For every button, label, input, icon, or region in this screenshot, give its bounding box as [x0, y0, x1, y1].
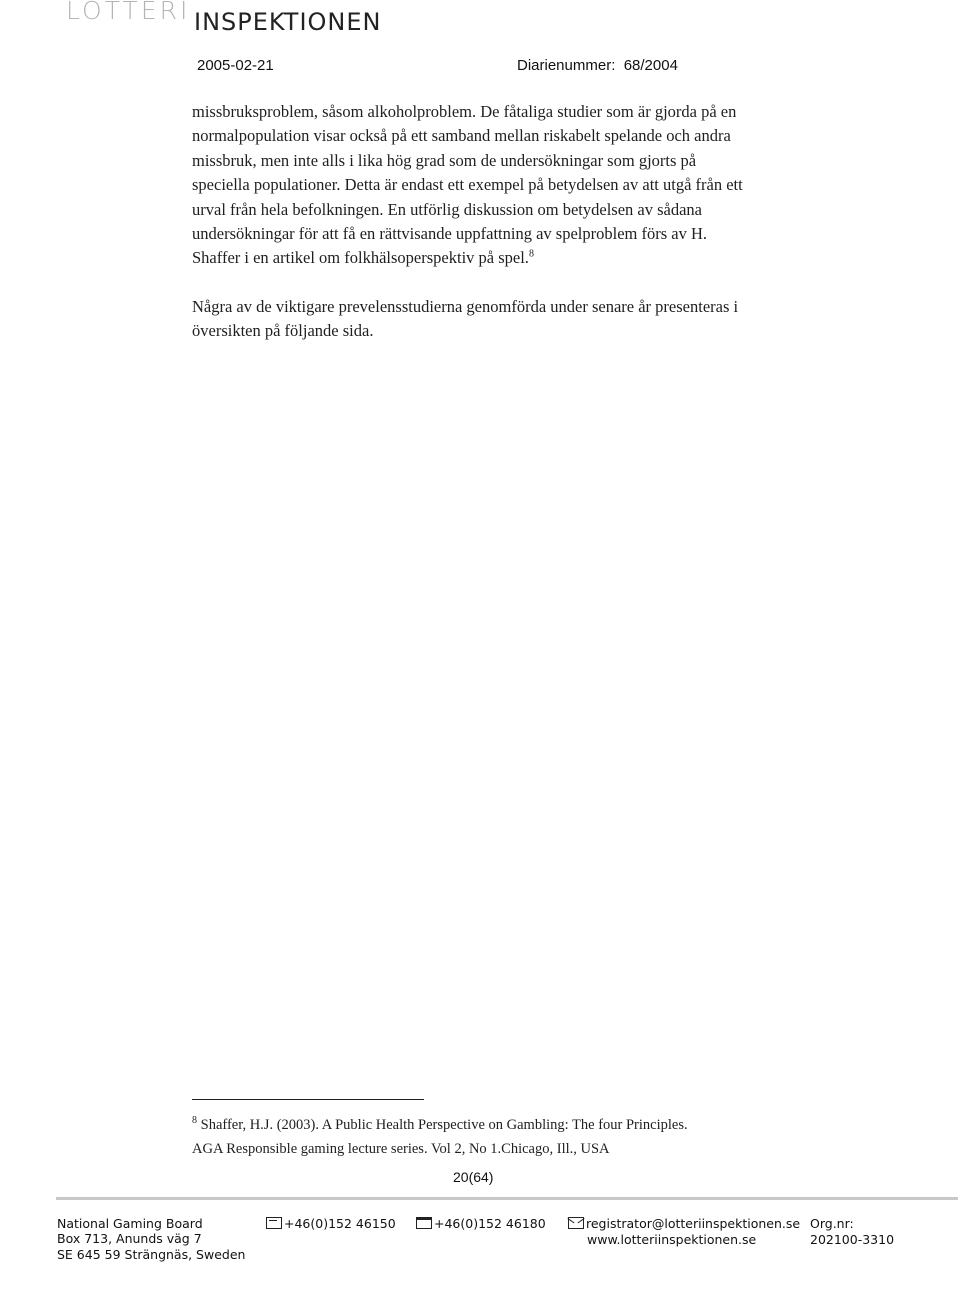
logo [66, 0, 466, 40]
phone-icon [266, 1217, 282, 1229]
footnote-number: 8 [192, 1115, 197, 1127]
footer-fax [416, 1216, 546, 1231]
logo-top-text: LOTTERI [66, 0, 191, 25]
footnote-line-1 [192, 1113, 772, 1137]
footer-divider [56, 1197, 958, 1200]
body-text [192, 100, 752, 368]
footer-email[interactable] [568, 1216, 800, 1231]
footer-phone [266, 1216, 396, 1231]
diary-label: Diarienummer: [517, 57, 616, 74]
footer-org-label: Org.nr: [810, 1216, 854, 1231]
envelope-icon [568, 1217, 584, 1229]
footer-fax-text: +46(0)152 46180 [434, 1216, 546, 1231]
paragraph-1-text: missbruksproblem, såsom alkoholproblem. De fåtaliga studier som är gjorda på en normalpopulation visar också på ett samband mellan riskabelt spelande och andra missbruk, men inte alls i lika hög grad som de undersökningar som gjorts på speciella populationer. Detta är endast ett exempel på betydelsen av att utgå från ett urval från hela befolkningen. En utförlig diskussion om betydelsen av sådana undersökningar för att få en rättvisande uppfattning av spelproblem förs av H. Shaffer i en artikel om folkhälsoperspektiv på spel. [192, 102, 743, 268]
footer-address-2: SE 645 59 Strängnäs, Sweden [57, 1247, 246, 1262]
logo-bottom-text: INSPEKTIONEN [194, 8, 382, 36]
footnote-line-1-text: Shaffer, H.J. (2003). A Public Health Perspective on Gambling: The four Principles. [200, 1117, 688, 1133]
footer-org-number: 202100-3310 [810, 1232, 895, 1247]
footnote-divider [192, 1099, 424, 1100]
page-number: 20(64) [453, 1169, 494, 1185]
footnote-line-2: AGA Responsible gaming lecture series. Vol 2, No 1.Chicago, Ill., USA [192, 1141, 610, 1157]
paragraph-1 [192, 100, 752, 271]
paragraph-2: Några av de viktigare prevelensstudierna genomförda under senare år presenteras i översikten på följande sida. [192, 296, 739, 341]
footer-website[interactable]: www.lotteriinspektionen.se [587, 1232, 757, 1247]
footer-address-1: Box 713, Anunds väg 7 [57, 1231, 202, 1246]
footer-phone-text: +46(0)152 46150 [284, 1216, 396, 1231]
header-diary [517, 57, 678, 74]
fax-icon [416, 1217, 432, 1229]
footnote-ref: 8 [528, 248, 534, 260]
footer-org-name: National Gaming Board [57, 1216, 203, 1231]
diary-number: 68/2004 [623, 57, 678, 74]
header-date: 2005-02-21 [197, 57, 274, 74]
footer-email-text[interactable]: registrator@lotteriinspektionen.se [586, 1216, 801, 1231]
footnote [192, 1113, 772, 1161]
